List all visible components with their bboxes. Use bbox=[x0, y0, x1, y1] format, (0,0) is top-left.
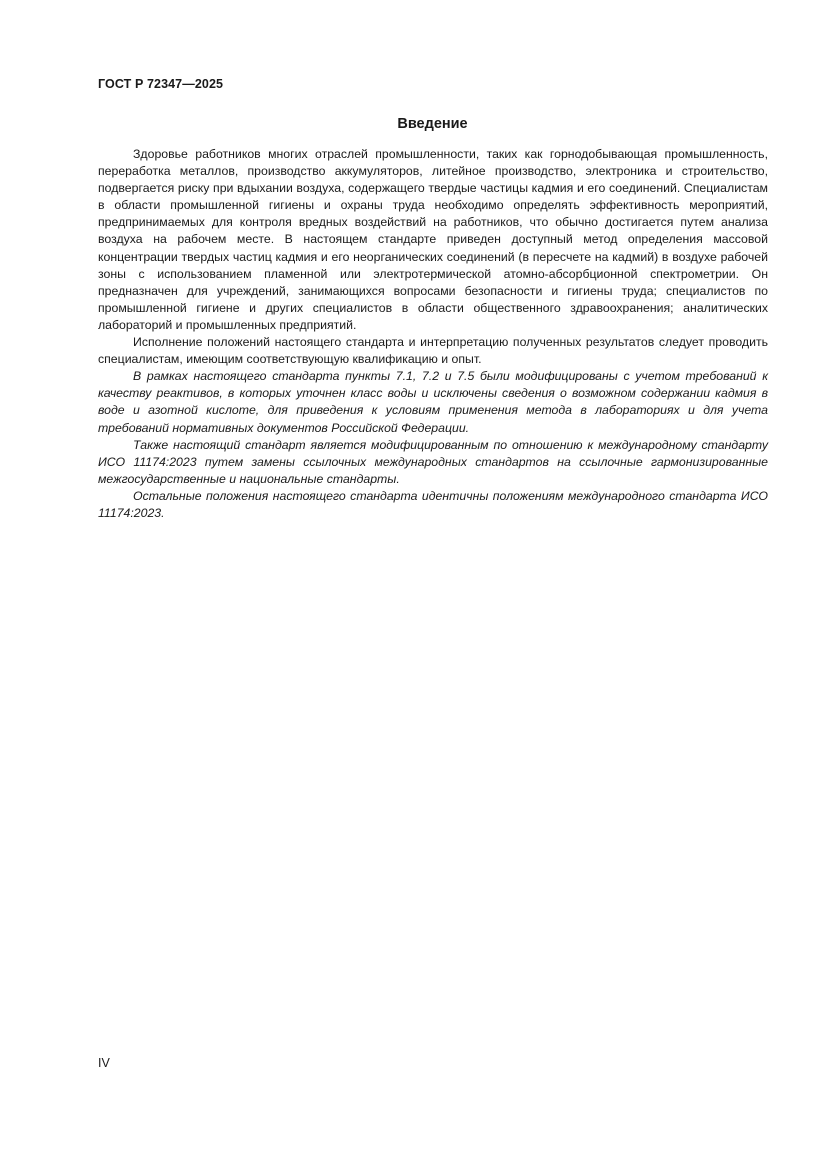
page-number: IV bbox=[98, 1056, 110, 1070]
paragraph-identical-provisions: Остальные положения настоящего стандарта идентичны положениям международного стандарта ИСО 11174:2023. bbox=[98, 488, 768, 520]
standard-code-header: ГОСТ Р 72347—2025 bbox=[98, 77, 224, 91]
document-body bbox=[98, 146, 768, 522]
paragraph-modified-clauses: В рамках настоящего стандарта пункты 7.1, 7.2 и 7.5 были модифицированы с учетом требований к качеству реактивов, в которых уточнен класс воды и исключены сведения о возможном содержании кадмия в воде и азотной кислоте, для приведения к условиям применения метода в лабораториях и для учета требований нормативных документов Российской Федерации. bbox=[98, 369, 768, 435]
section-title: Введение bbox=[397, 116, 468, 132]
paragraph-modified-references: Также настоящий стандарт является модифицированным по отношению к международному стандарту ИСО 11174:2023 путем замены ссылочных международных стандартов на ссылочные гармонизированные межгосударственные и национальные стандарты. bbox=[98, 437, 768, 486]
paragraph-qualified-personnel: Исполнение положений настоящего стандарта и интерпретацию полученных результатов следует проводить специалистам, имеющим соответствующую квалификацию и опыт. bbox=[98, 335, 768, 367]
paragraph-health-risk: Здоровье работников многих отраслей промышленности, таких как горнодобывающая промышленность, переработка металлов, производство аккумуляторов, литейное производство, электроника и строительство, подвергается риску при вдыхании воздуха, содержащего твердые частицы кадмия и его соединений. Специалистам в области промышленной гигиены и охраны труда необходимо определять эффективность мероприятий, предпринимаемых для контроля вредных воздействий на работников, что обычно достигается путем анализа воздуха на рабочем месте. В настоящем стандарте приведен доступный метод определения массовой концентрации твердых частиц кадмия и его неорганических соединений (в пересчете на кадмий) в воздухе рабочей зоны с использованием пламенной или электротермической атомно-абсорбционной спектрометрии. Он предназначен для учреждений, занимающихся вопросами безопасности и гигиены труда; специалистов по промышленной гигиене и других специалистов в области общественного здравоохранения; аналитических лабораторий и промышленных предприятий. bbox=[98, 147, 768, 332]
